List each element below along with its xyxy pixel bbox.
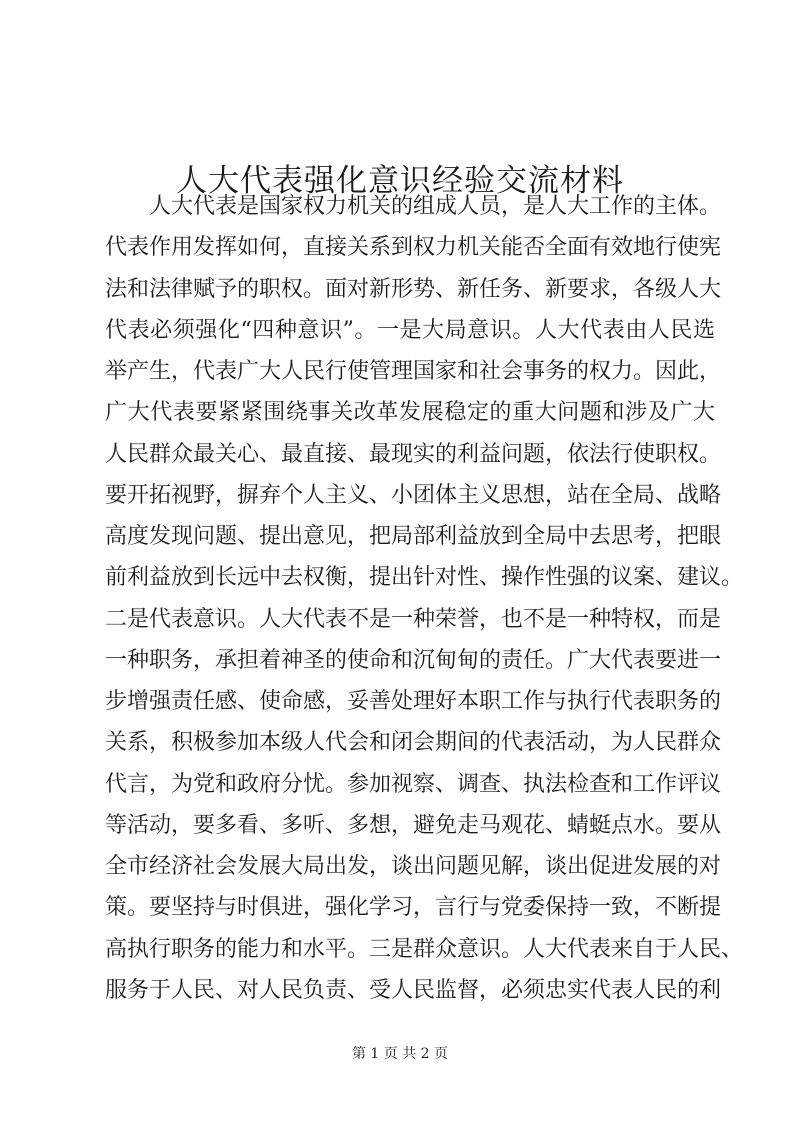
body-line: 服务于人民、对人民负责、受人民监督，必须忠实代表人民的利 — [105, 977, 722, 1003]
body-line: 要开拓视野，摒弃个人主义、小团体主义思想，站在全局、战略 — [105, 482, 722, 508]
body-line: 步增强责任感、使命感，妥善处理好本职工作与执行代表职务的 — [105, 689, 722, 714]
document-title: 人大代表强化意识经验交流材料 — [176, 162, 624, 199]
page-footer: 第 1 页 共 2 页 — [351, 1046, 449, 1062]
body-line: 策。要坚持与时俱进，强化学习，言行与党委保持一致，不断提 — [105, 895, 722, 921]
document-body — [105, 186, 744, 1011]
body-line: 人大代表是国家权力机关的组成人员，是人大工作的主体。 — [149, 194, 722, 219]
body-line: 高度发现问题、提出意见，把局部利益放到全局中去思考，把眼 — [105, 524, 722, 549]
body-line: 举产生，代表广大人民行使管理国家和社会事务的权力。因此， — [105, 359, 722, 384]
body-line: 全市经济社会发展大局出发，谈出问题见解，谈出促进发展的对 — [105, 854, 722, 879]
body-line: 代表作用发挥如何，直接关系到权力机关能否全面有效地行使宪 — [105, 235, 722, 261]
body-line: 二是代表意识。人大代表不是一种荣誉，也不是一种特权，而是 — [105, 606, 722, 632]
body-line: 高执行职务的能力和水平。三是群众意识。人大代表来自于人民、 — [105, 936, 744, 962]
body-line: 一种职务，承担着神圣的使命和沉甸甸的责任。广大代表要进一 — [105, 647, 722, 673]
body-line: 关系，积极参加本级人代会和闭会期间的代表活动，为人民群众 — [105, 730, 722, 756]
body-line: 人民群众最关心、最直接、最现实的利益问题，依法行使职权。 — [105, 441, 722, 467]
body-line: 代言，为党和政府分忧。参加视察、调查、执法检查和工作评议 — [105, 771, 722, 797]
body-line: 法和法律赋予的职权。面对新形势、新任务、新要求，各级人大 — [105, 276, 722, 302]
body-line: 前利益放到长远中去权衡，提出针对性、操作性强的议案、建议。 — [105, 565, 744, 591]
body-line: 代表必须强化“四种意识”。一是大局意识。人大代表由人民选 — [105, 317, 715, 343]
body-line: 等活动，要多看、多听、多想，避免走马观花、蜻蜓点水。要从 — [105, 812, 722, 838]
body-line: 广大代表要紧紧围绕事关改革发展稳定的重大问题和涉及广大 — [105, 400, 715, 426]
